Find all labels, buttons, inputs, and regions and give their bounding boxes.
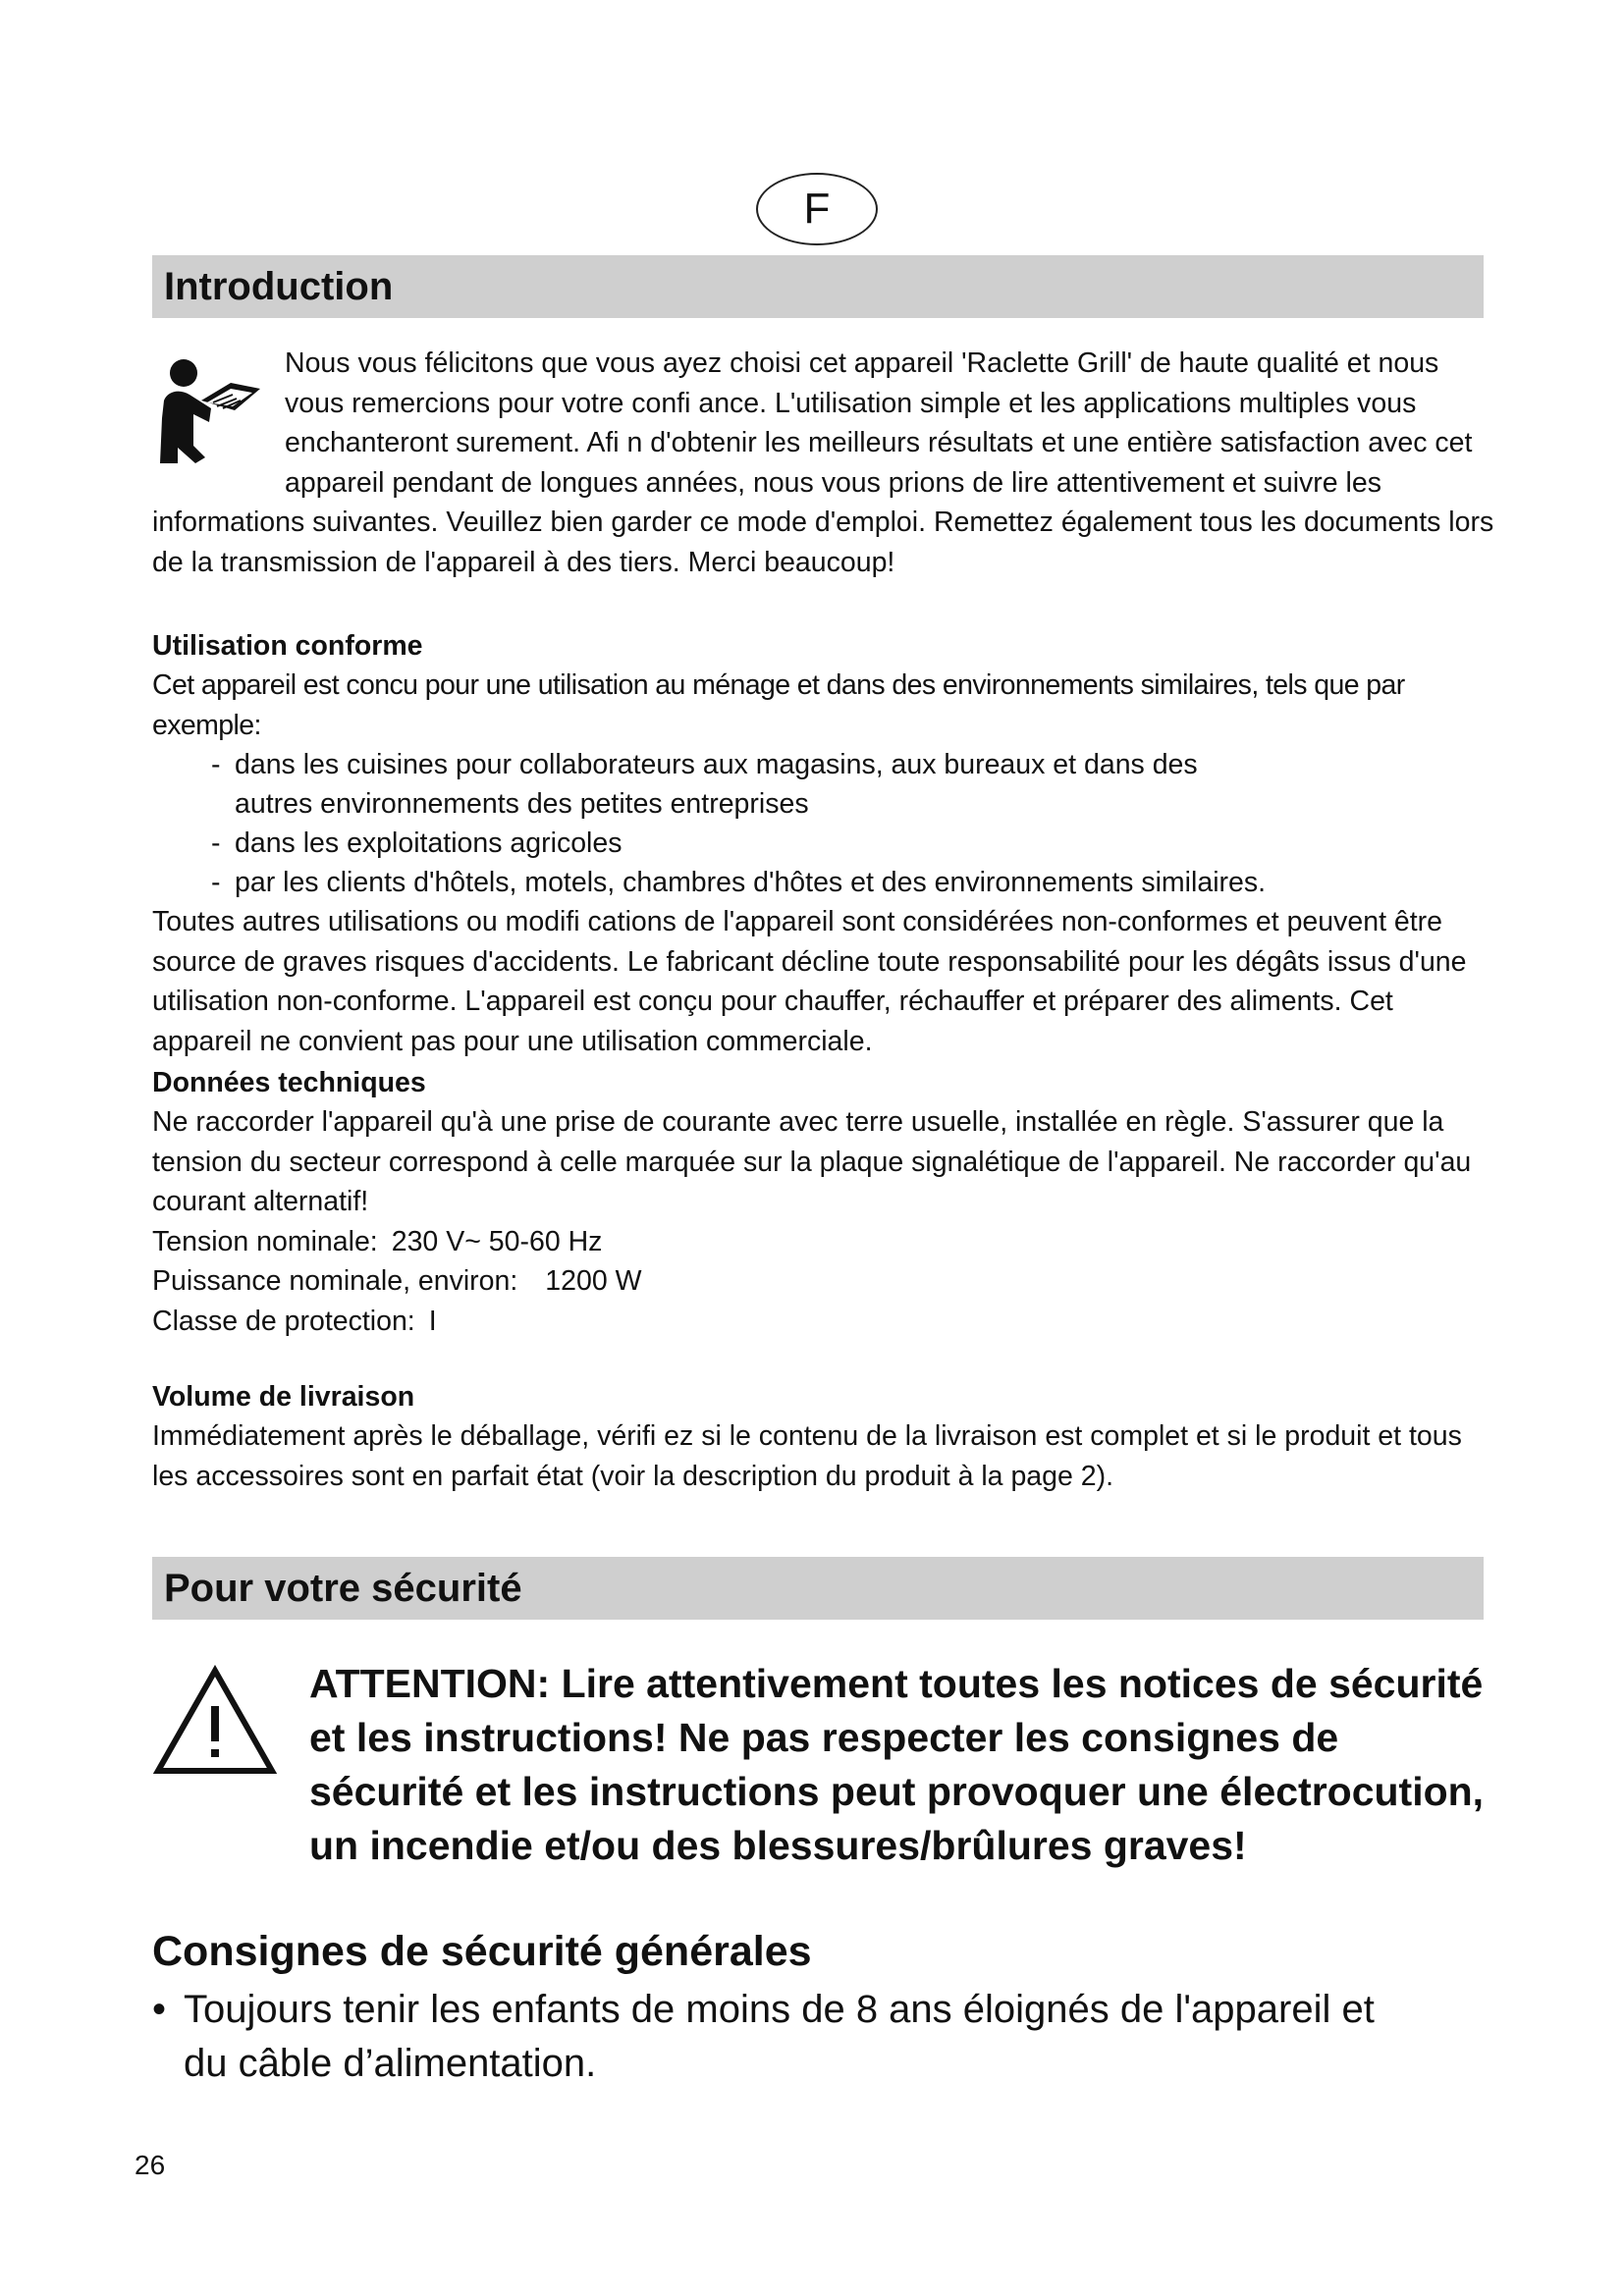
- delivery-paragraph: Immédiatement après le déballage, vérifi ez si le contenu de la livraison est complet et si le produit et tous les accessoires sont en parfait état (voir la description du produit à la page 2).: [152, 1420, 1462, 1492]
- spec-value: 1200 W: [545, 1265, 642, 1297]
- spec-label: Tension nominale:: [152, 1225, 378, 1257]
- usage-list: [152, 745, 1497, 902]
- warning-block: [152, 1657, 1488, 1873]
- spec-value: 230 V~ 50-60 Hz: [391, 1225, 603, 1257]
- technical-title: Données techniques: [152, 1067, 426, 1098]
- intro-block: [152, 344, 1497, 582]
- section-header-safety: Pour votre sécurité: [152, 1557, 1484, 1620]
- reading-person-icon: [154, 349, 267, 465]
- warning-text: ATTENTION: Lire attentivement toutes les notices de sécurité et les instructions! Ne pas respecter les consignes de sécurité et les instructions peut provoquer une électrocution, un incendie et/ou des blessures/brûlures graves!: [309, 1661, 1485, 1868]
- usage-lead: Cet appareil est concu pour une utilisation au ménage et dans des environnements similaires, tels que par exemple:: [152, 669, 1405, 741]
- spec-row-voltage: [152, 1222, 1497, 1262]
- spec-label: Puissance nominale, environ:: [152, 1265, 518, 1297]
- intro-paragraph: Nous vous félicitons que vous ayez choisi cet appareil 'Raclette Grill' de haute qualité et nous vous remercions pour votre confi ance. L'utilisation simple et les applications multiples vous enchanteront surement. Afi n d'obtenir les meilleurs résultats et une entière satisfaction avec cet appareil pendant de longues années, nous vous prions de lire attentivement et suivre les informations suivantes. Veuillez bien garder ce mode d'emploi. Remettez également tous les documents lors de la transmission de l'appareil à des tiers. Merci beaucoup!: [152, 347, 1494, 578]
- usage-block: [152, 626, 1497, 1061]
- usage-closing: Toutes autres utilisations ou modifi cations de l'appareil sont considérées non-conformes et peuvent être source de graves risques d'accidents. Le fabricant décline toute responsabilité pour les dégâts issus d'une utilisation non-conforme. L'appareil est conçu pour chauffer, réchauffer et préparer des aliments. Cet appareil ne convient pas pour une utilisation commerciale.: [152, 906, 1467, 1057]
- general-safety-title: Consignes de sécurité générales: [152, 1928, 812, 1975]
- general-safety-list: [152, 1983, 1488, 2091]
- list-item: - dans les exploitations agricoles: [211, 824, 1497, 863]
- language-badge: F: [756, 173, 878, 245]
- page-number: 26: [135, 2150, 166, 2180]
- spec-value: I: [428, 1305, 437, 1337]
- usage-title: Utilisation conforme: [152, 630, 423, 662]
- section-header-introduction: Introduction: [152, 255, 1484, 318]
- spec-row-protection-class: [152, 1302, 1497, 1342]
- list-item: - par les clients d'hôtels, motels, chambres d'hôtes et des environnements similaires.: [211, 863, 1497, 902]
- delivery-block: [152, 1377, 1497, 1496]
- list-item: - dans les cuisines pour collaborateurs aux magasins, aux bureaux et dans des autres environnements des petites entreprises: [211, 745, 1497, 824]
- spec-label: Classe de protection:: [152, 1305, 415, 1337]
- technical-block: [152, 1063, 1497, 1341]
- delivery-title: Volume de livraison: [152, 1381, 415, 1413]
- list-item: • Toujours tenir les enfants de moins de 8 ans éloignés de l'appareil et du câble d’alimentation.: [152, 1983, 1488, 2091]
- spec-row-power: [152, 1261, 1497, 1302]
- warning-triangle-icon: [152, 1665, 278, 1777]
- technical-paragraph: Ne raccorder l'appareil qu'à une prise de courante avec terre usuelle, installée en règle. S'assurer que la tension du secteur correspond à celle marquée sur la plaque signalétique de l'appareil. Ne raccorder qu'au courant alternatif!: [152, 1106, 1472, 1217]
